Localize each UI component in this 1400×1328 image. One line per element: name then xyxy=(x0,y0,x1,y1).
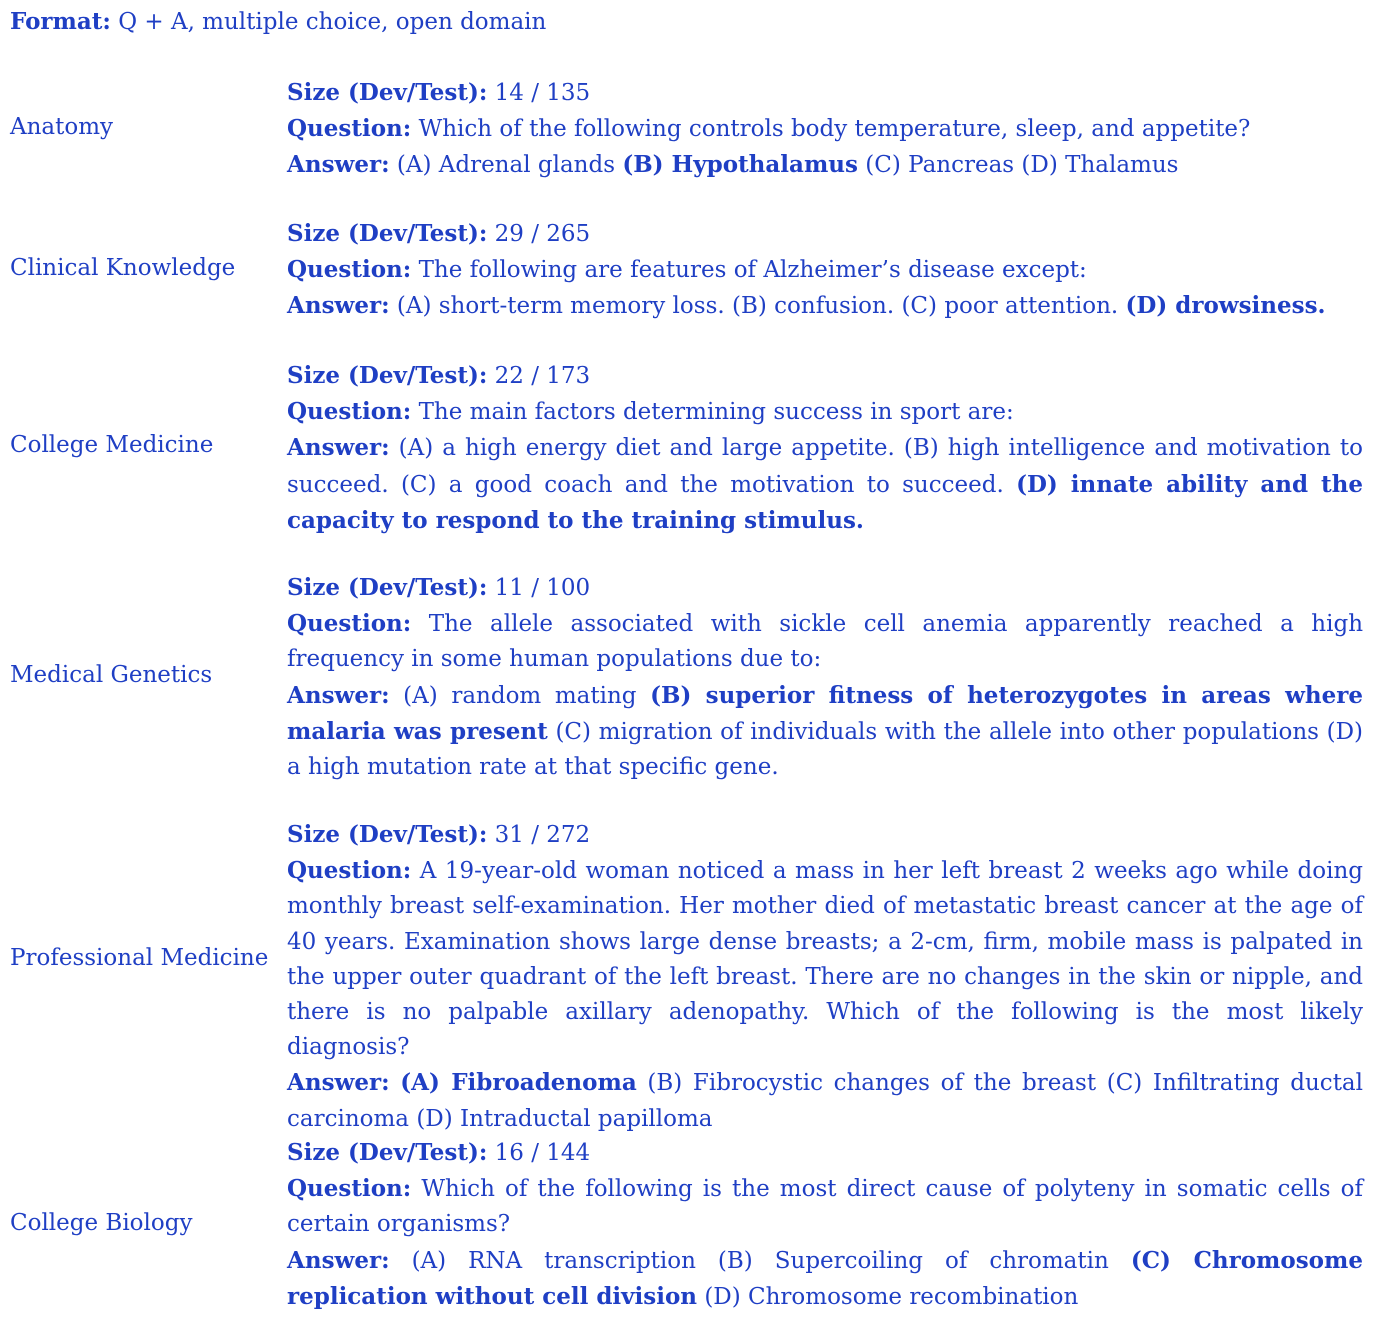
answer-option: (C) Pancreas (D) Thalamus xyxy=(857,152,1179,179)
answer-option: (A) short-term memory loss. (B) confusion. (C) poor attention. xyxy=(396,293,1126,320)
answer-line xyxy=(287,288,1363,324)
question-line xyxy=(287,606,1363,677)
answer-correct: (A) Fibroadenoma xyxy=(400,1069,637,1097)
size-value: 29 / 265 xyxy=(494,221,591,247)
question-line xyxy=(287,853,1363,1065)
question-line xyxy=(287,1171,1363,1242)
question-label: Question: xyxy=(287,610,412,638)
answer-option: (C) migration of individuals with the allele into other populations (D) a high mutation rate at that specific gene. xyxy=(287,718,1363,781)
size-value: 16 / 144 xyxy=(494,1140,591,1166)
question-label: Question: xyxy=(287,857,412,885)
size-label: Size (Dev/Test): xyxy=(287,220,488,247)
size-line xyxy=(287,358,1363,394)
answer-line xyxy=(287,430,1363,539)
subject-name: Anatomy xyxy=(10,114,114,140)
size-line xyxy=(287,1135,1363,1171)
answer-line xyxy=(287,1243,1363,1315)
subject-name: Professional Medicine xyxy=(10,945,269,971)
answer-correct: (B) Hypothalamus xyxy=(622,151,858,179)
answer-label: Answer: xyxy=(287,681,390,709)
answer-correct: (D) drowsiness. xyxy=(1125,292,1326,320)
answer-option: (A) random mating xyxy=(403,682,651,709)
size-label: Size (Dev/Test): xyxy=(287,79,488,106)
subject-name: Medical Genetics xyxy=(10,662,213,688)
question-label: Question: xyxy=(287,398,412,426)
answer-label: Answer: xyxy=(287,1246,390,1274)
size-label: Size (Dev/Test): xyxy=(287,362,488,389)
answer-line xyxy=(287,147,1363,183)
question-line xyxy=(287,252,1363,288)
size-line xyxy=(287,817,1363,853)
question-label: Question: xyxy=(287,115,412,143)
subject-content xyxy=(287,358,1363,539)
question-line xyxy=(287,394,1363,430)
size-value: 14 / 135 xyxy=(494,80,591,106)
subject-content xyxy=(287,570,1363,785)
subject-content xyxy=(287,817,1363,1137)
answer-option: (B) Fibrocystic changes of the breast (C) Infiltrating ductal carcinoma (D) Intraductal papilloma xyxy=(287,1070,1364,1132)
size-line xyxy=(287,75,1363,111)
answer-label: Answer: xyxy=(287,434,390,462)
size-value: 11 / 100 xyxy=(494,575,591,601)
question-text: Which of the following is the most direct cause of polyteny in somatic cells of certain organisms? xyxy=(287,1176,1364,1238)
size-line xyxy=(287,570,1363,606)
answer-label: Answer: xyxy=(287,1069,390,1097)
answer-option: (A) Adrenal glands xyxy=(396,152,623,179)
format-value: Q + A, multiple choice, open domain xyxy=(118,9,547,35)
question-text: The main factors determining success in sport are: xyxy=(418,399,1014,426)
answer-label: Answer: xyxy=(287,151,390,179)
subject-content xyxy=(287,1135,1363,1315)
subject-name: College Biology xyxy=(10,1210,193,1236)
answer-option: (A) a high energy diet and large appetite. (B) high intelligence and motivation to succeed. (C) a good coach and the motivation to succeed. xyxy=(287,435,1363,498)
question-text: A 19-year-old woman noticed a mass in her left breast 2 weeks ago while doing monthly breast self-examination. Her mother died of metastatic breast cancer at the age of 40 years. Examination shows large dense breasts; a 2-cm, firm, mobile mass is palpated in the upper outer quadrant of the left breast. There are no changes in the skin or nipple, and there is no palpable axillary adenopathy. Which of the following is the most likely diagnosis? xyxy=(287,858,1363,1061)
format-label: Format: xyxy=(10,8,111,35)
question-text: The following are features of Alzheimer’s disease except: xyxy=(418,257,1087,284)
subject-name: College Medicine xyxy=(10,432,214,458)
answer-option: (D) Chromosome recombination xyxy=(697,1283,1079,1310)
size-value: 22 / 173 xyxy=(494,363,591,389)
size-label: Size (Dev/Test): xyxy=(287,821,488,848)
question-text: The allele associated with sickle cell anemia apparently reached a high frequency in some human populations due to: xyxy=(287,611,1364,673)
size-line xyxy=(287,216,1363,252)
answer-label: Answer: xyxy=(287,292,390,320)
answer-line xyxy=(287,1065,1363,1136)
question-label: Question: xyxy=(287,1175,412,1203)
question-line xyxy=(287,111,1363,147)
size-label: Size (Dev/Test): xyxy=(287,1139,488,1166)
answer-correct: (C) Chromosome replication without cell division xyxy=(287,1246,1363,1310)
subject-content xyxy=(287,216,1363,325)
answer-option: (A) RNA transcription (B) Supercoiling of chromatin xyxy=(411,1247,1131,1274)
question-text: Which of the following controls body temperature, sleep, and appetite? xyxy=(418,116,1251,143)
format-line xyxy=(10,4,546,40)
subject-name: Clinical Knowledge xyxy=(10,255,236,281)
question-label: Question: xyxy=(287,256,412,284)
size-value: 31 / 272 xyxy=(494,822,591,848)
size-label: Size (Dev/Test): xyxy=(287,574,488,601)
answer-line xyxy=(287,678,1363,786)
subject-content xyxy=(287,75,1363,184)
answer-correct: (D) innate ability and the capacity to respond to the training stimulus. xyxy=(287,470,1364,534)
answer-correct: (B) superior fitness of heterozygotes in areas where malaria was present xyxy=(287,681,1363,745)
